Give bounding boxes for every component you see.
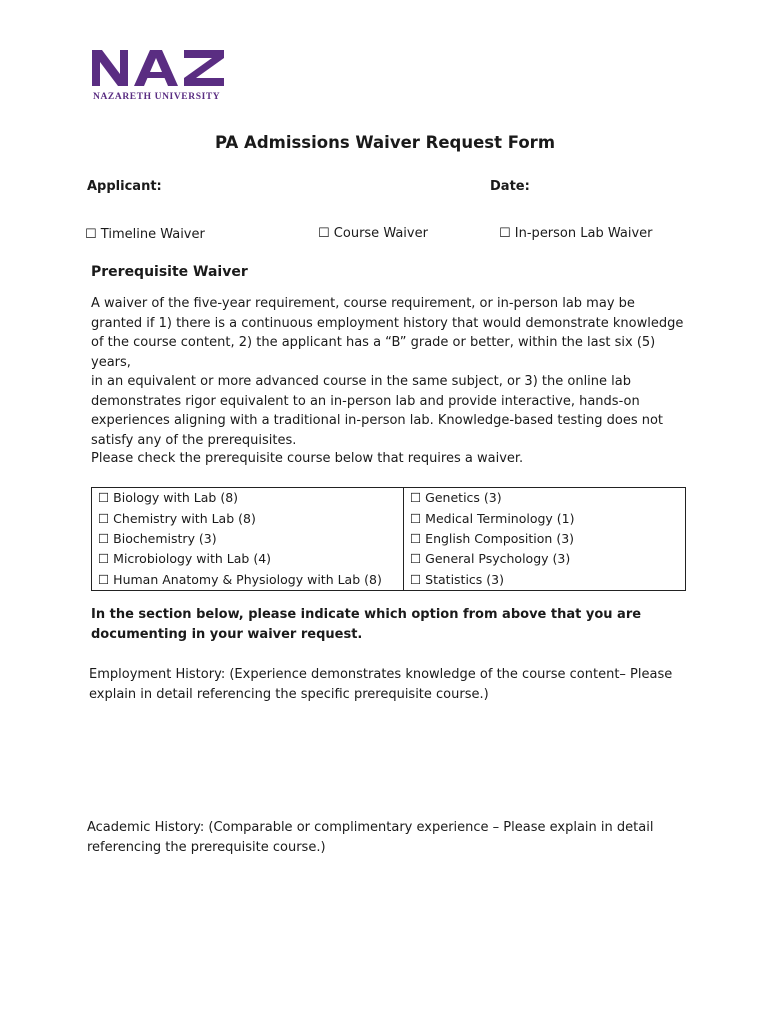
lab-waiver-label: In-person Lab Waiver bbox=[514, 226, 653, 241]
employment-line: explain in detail referencing the specific prerequisite course.) bbox=[89, 687, 489, 702]
course-checkbox-biochemistry[interactable]: ☐ Biochemistry (3) bbox=[92, 529, 404, 549]
table-row bbox=[92, 508, 686, 528]
lab-waiver-checkbox[interactable] bbox=[499, 226, 652, 241]
prerequisite-paragraph bbox=[91, 294, 691, 450]
course-checkbox-biology[interactable]: ☐ Biology with Lab (8) bbox=[92, 488, 404, 509]
checkbox-icon: ☐ bbox=[85, 227, 97, 242]
course-checkbox-chemistry[interactable]: ☐ Chemistry with Lab (8) bbox=[92, 508, 404, 528]
timeline-waiver-label: Timeline Waiver bbox=[100, 227, 205, 242]
applicant-label: Applicant: bbox=[87, 179, 162, 194]
paragraph-line: A waiver of the five-year requirement, course requirement, or in-person lab may be bbox=[91, 296, 635, 311]
table-row bbox=[92, 549, 686, 569]
timeline-waiver-checkbox[interactable] bbox=[85, 227, 205, 242]
table-row bbox=[92, 488, 686, 509]
academic-history-prompt bbox=[87, 818, 687, 858]
checkbox-icon: ☐ bbox=[499, 226, 511, 241]
academic-line: referencing the prerequisite course.) bbox=[87, 840, 326, 855]
course-checkbox-statistics[interactable]: ☐ Statistics (3) bbox=[404, 570, 686, 591]
course-checkbox-genetics[interactable]: ☐ Genetics (3) bbox=[404, 488, 686, 509]
academic-line: Academic History: (Comparable or complimentary experience – Please explain in detail bbox=[87, 820, 654, 835]
table-row bbox=[92, 529, 686, 549]
course-checkbox-general-psychology[interactable]: ☐ General Psychology (3) bbox=[404, 549, 686, 569]
paragraph-line: of the course content, 2) the applicant has a “B” grade or better, within the last six (5) years, bbox=[91, 335, 656, 370]
course-checkbox-microbiology[interactable]: ☐ Microbiology with Lab (4) bbox=[92, 549, 404, 569]
checkbox-icon: ☐ bbox=[318, 226, 330, 241]
employment-line: Employment History: (Experience demonstrates knowledge of the course content– Please bbox=[89, 667, 673, 682]
paragraph-line: demonstrates rigor equivalent to an in-person lab and provide interactive, hands-on bbox=[91, 393, 640, 409]
prerequisite-heading: Prerequisite Waiver bbox=[91, 264, 248, 280]
course-table bbox=[91, 487, 686, 591]
course-waiver-label: Course Waiver bbox=[333, 226, 428, 241]
employment-history-prompt bbox=[89, 665, 689, 705]
table-row bbox=[92, 570, 686, 591]
section-note bbox=[91, 605, 691, 645]
course-checkbox-english-composition[interactable]: ☐ English Composition (3) bbox=[404, 529, 686, 549]
university-name: NAZARETH UNIVERSITY bbox=[93, 92, 221, 102]
course-instruction: Please check the prerequisite course below that requires a waiver. bbox=[91, 451, 524, 466]
course-waiver-checkbox[interactable] bbox=[318, 226, 428, 241]
paragraph-line: in an equivalent or more advanced course in the same subject, or 3) the online lab bbox=[91, 374, 631, 389]
paragraph-line: satisfy any of the prerequisites. bbox=[91, 432, 297, 448]
paragraph-line: experiences aligning with a traditional in-person lab. Knowledge-based testing does not bbox=[91, 413, 664, 428]
date-label: Date: bbox=[490, 179, 530, 194]
paragraph-line: granted if 1) there is a continuous employment history that would demonstrate knowledge bbox=[91, 315, 684, 331]
course-checkbox-anatomy-physiology[interactable]: ☐ Human Anatomy & Physiology with Lab (8) bbox=[92, 570, 404, 591]
note-line: documenting in your waiver request. bbox=[91, 627, 363, 642]
note-line: In the section below, please indicate which option from above that you are bbox=[91, 607, 642, 622]
course-checkbox-medical-terminology[interactable]: ☐ Medical Terminology (1) bbox=[404, 508, 686, 528]
form-title: PA Admissions Waiver Request Form bbox=[214, 133, 556, 152]
